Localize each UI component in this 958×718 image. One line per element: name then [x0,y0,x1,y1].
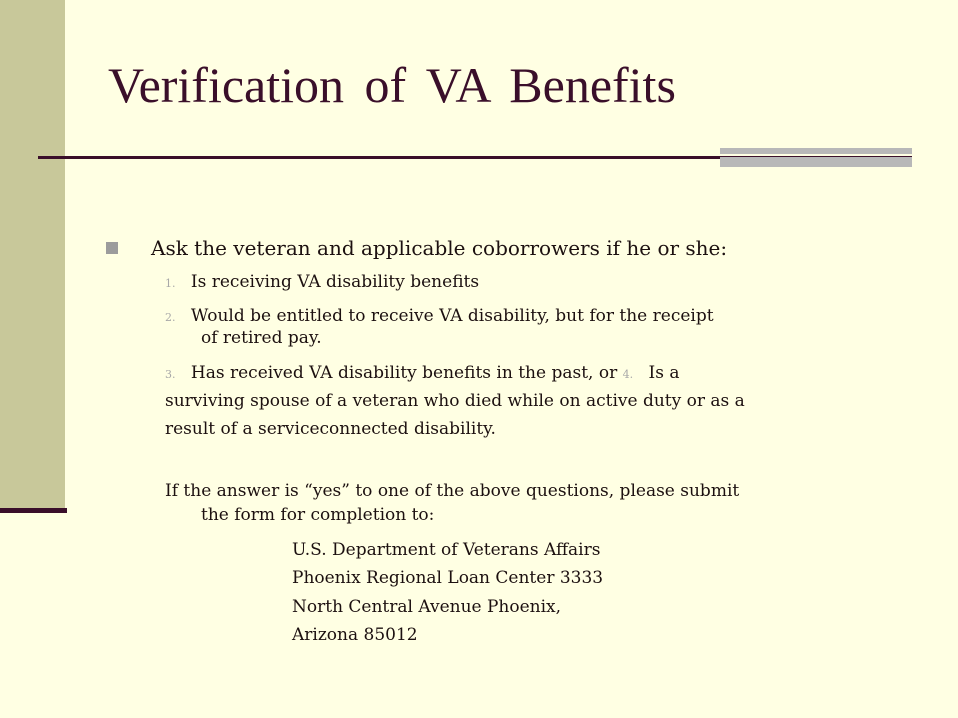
list-number: 2. [165,311,176,324]
address-line: U.S. Department of Veterans Affairs [292,540,601,560]
list-item-text: Is a [643,363,680,383]
list-number: 1. [165,277,176,290]
list-item-2-continuation: of retired pay. [201,328,322,348]
side-accent-bar [0,0,65,510]
list-item-4-continuation: surviving spouse of a veteran who died while on active duty or as a [165,391,745,411]
instruction-paragraph: If the answer is “yes” to one of the above questions, please submit [165,481,740,501]
title-underline-accent [720,148,912,167]
list-number: 4. [622,368,634,381]
list-item-3 [165,363,680,383]
list-item-text: Would be entitled to receive VA disability, but for the receipt [185,306,714,326]
list-item-text: Is receiving VA disability benefits [185,272,480,292]
list-item-4-continuation: result of a serviceconnected disability. [165,419,496,439]
list-item-text: Has received VA disability benefits in the past, or [185,363,623,383]
side-accent-bar-base [0,508,67,513]
slide-title: Verification of VA Benefits [108,57,676,113]
list-item-1 [165,272,479,292]
list-item-2 [165,306,714,326]
instruction-paragraph-continuation: the form for completion to: [201,505,435,525]
address-line: Phoenix Regional Loan Center 3333 [292,568,604,588]
bullet-text: Ask the veteran and applicable coborrowers if he or she: [151,236,728,260]
address-line: North Central Avenue Phoenix, [292,597,562,617]
list-number: 3. [165,368,176,381]
bullet-square-icon [106,242,118,254]
address-line: Arizona 85012 [292,625,418,645]
